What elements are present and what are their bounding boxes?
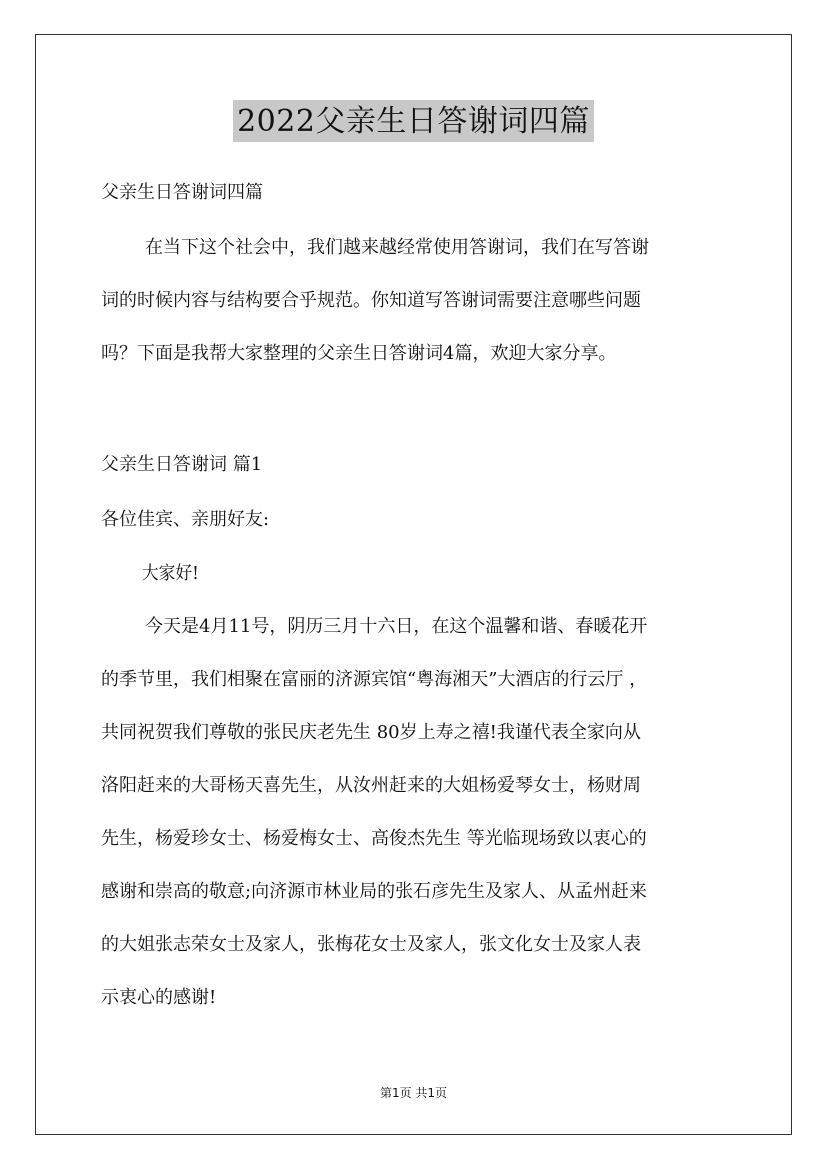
intro-line-1: 在当下这个社会中，我们越来越经常使用答谢词，我们在写答谢 (145, 237, 649, 258)
section-1-heading-text: 父亲生日答谢词 篇1 (101, 454, 263, 475)
body-line-5: 先生，杨爱珍女士、杨爱梅女士、高俊杰先生 等光临现场致以衷心的 (101, 828, 647, 849)
body-line-1: 今天是4月11号，阴历三月十六日，在这个温馨和谐、春暖花开 (145, 616, 648, 637)
page-footer (0, 1085, 827, 1101)
intro-line-2: 词的时候内容与结构要合乎规范。你知道写答谢词需要注意哪些问题 (101, 290, 641, 311)
salutation-text: 各位佳宾、亲朋好友: (101, 509, 270, 530)
intro-line-3: 吗？下面是我帮大家整理的父亲生日答谢词4篇，欢迎大家分享。 (101, 343, 617, 364)
document-title-block (0, 100, 827, 142)
document-title: 2022父亲生日答谢词四篇 (233, 100, 594, 142)
subtitle-text: 父亲生日答谢词四篇 (101, 182, 263, 203)
page-number: 第1页 共1页 (379, 1086, 448, 1100)
body-line-7: 的大姐张志荣女士及家人，张梅花女士及家人，张文化女士及家人表 (101, 934, 641, 955)
body-line-6: 感谢和崇高的敬意;向济源市林业局的张石彦先生及家人、从孟州赶来 (101, 881, 648, 902)
salutation (101, 510, 726, 530)
greeting (101, 564, 726, 584)
body-line-8: 示衷心的感谢! (101, 987, 217, 1008)
body-line-2: 的季节里，我们相聚在富丽的济源宾馆“粤海湘天”大酒店的行云厅 ， (101, 669, 648, 690)
greeting-text: 大家好! (141, 563, 199, 584)
subtitle (101, 183, 726, 203)
body-line-3: 共同祝贺我们尊敬的张民庆老先生 80岁上寿之禧!我谨代表全家向从 (101, 722, 641, 743)
body-line-4: 洛阳赶来的大哥杨天喜先生，从汝州赶来的大姐杨爱琴女士，杨财周 (101, 775, 641, 796)
section-1-heading (101, 455, 726, 475)
